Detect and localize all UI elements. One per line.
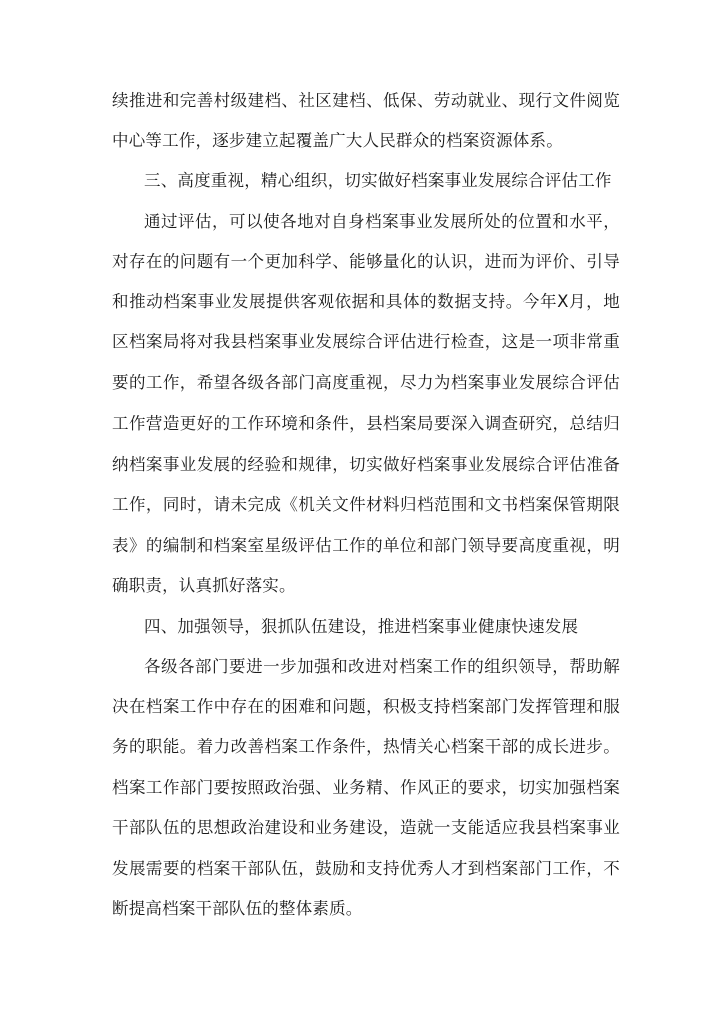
text-line: 各级各部门要进一步加强和改进对档案工作的组织领导，帮助解	[144, 657, 620, 676]
section-heading-4: 四、加强领导，狠抓队伍建设，推进档案事业健康快速发展	[144, 617, 579, 636]
text-line: 续推进和完善村级建档、社区建档、低保、劳动就业、现行文件阅览	[112, 91, 620, 110]
text-line: 表》的编制和档案室星级评估工作的单位和部门领导要高度重视，明	[112, 536, 620, 555]
text-line: 工作，同时，请未完成《机关文件材料归档范围和文书档案保管期限	[112, 495, 620, 514]
text-line: 断提高档案干部队伍的整体素质。	[112, 899, 363, 918]
text-line: 档案工作部门要按照政治强、业务精、作风正的要求，切实加强档案	[112, 778, 620, 797]
text-line: 对存在的问题有一个更加科学、能够量化的认识，进而为评价、引导	[112, 252, 620, 271]
text-line: 确职责，认真抓好落实。	[112, 576, 296, 595]
text-line: 发展需要的档案干部队伍，鼓励和支持优秀人才到档案部门工作，不	[112, 859, 620, 878]
text-line: 要的工作，希望各级各部门高度重视，尽力为档案事业发展综合评估	[112, 373, 620, 392]
text-line: 决在档案工作中存在的困难和问题，积极支持档案部门发挥管理和服	[112, 697, 620, 716]
text-line: 中心等工作，逐步建立起覆盖广大人民群众的档案资源体系。	[112, 131, 563, 150]
text-line: 通过评估，可以使各地对自身档案事业发展所处的位置和水平，	[144, 212, 620, 231]
section-heading-3: 三、高度重视，精心组织，切实做好档案事业发展综合评估工作	[144, 171, 612, 190]
text-line: 纳档案事业发展的经验和规律，切实做好档案事业发展综合评估准备	[112, 455, 620, 474]
text-line: 区档案局将对我县档案事业发展综合评估进行检查，这是一项非常重	[112, 332, 620, 351]
text-line: 和推动档案事业发展提供客观依据和具体的数据支持。今年X月，地	[112, 292, 620, 311]
text-line: 工作营造更好的工作环境和条件，县档案局要深入调查研究，总结归	[112, 414, 620, 433]
text-line: 务的职能。着力改善档案工作条件，热情关心档案干部的成长进步。	[112, 737, 620, 756]
text-line: 干部队伍的思想政治建设和业务建设，造就一支能适应我县档案事业	[112, 818, 620, 837]
